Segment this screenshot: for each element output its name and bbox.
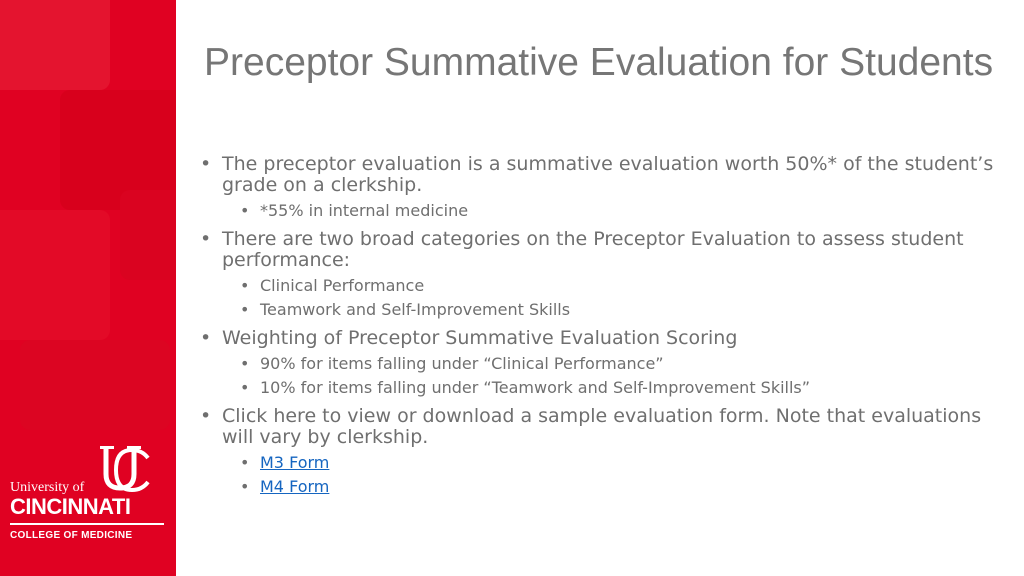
bullet-dot-icon: •	[240, 378, 250, 397]
bullet-text: The preceptor evaluation is a summative evaluation worth 50%* of the student’s grade on a clerkship.	[222, 153, 994, 196]
university-logo	[10, 444, 170, 541]
decorative-shape	[0, 210, 110, 340]
bullet-dot-icon: •	[200, 327, 212, 349]
logo-divider	[10, 523, 164, 525]
m3-form-link[interactable]: M3 Form	[260, 453, 330, 472]
sub-bullet-text: 10% for items falling under “Teamwork and Self-Improvement Skills”	[260, 378, 811, 397]
bullet-item	[200, 154, 1000, 196]
bullet-text: There are two broad categories on the Preceptor Evaluation to assess student performance:	[222, 228, 964, 271]
sub-bullet-item	[240, 201, 1000, 221]
sub-bullet-item	[240, 276, 1000, 296]
slide-title: Preceptor Summative Evaluation for Students	[204, 41, 994, 84]
uc-monogram-icon	[96, 444, 152, 496]
bullet-item	[200, 229, 1000, 271]
bullet-dot-icon: •	[200, 228, 212, 250]
decorative-shape	[20, 340, 170, 430]
logo-college-of-medicine: COLLEGE OF MEDICINE	[10, 530, 133, 541]
sub-bullet-text: Teamwork and Self-Improvement Skills	[260, 300, 571, 319]
sidebar-panel	[0, 0, 176, 576]
bullet-text: Weighting of Preceptor Summative Evaluation Scoring	[222, 327, 738, 349]
sub-bullet-item	[240, 378, 1000, 398]
bullet-dot-icon: •	[200, 153, 212, 175]
bullet-item	[200, 328, 1000, 349]
sub-bullet-item	[240, 477, 1000, 497]
sub-bullet-item	[240, 453, 1000, 473]
sub-bullet-text: Clinical Performance	[260, 276, 425, 295]
bullet-dot-icon: •	[240, 453, 250, 472]
bullet-dot-icon: •	[240, 477, 250, 496]
logo-university-of: University of	[10, 480, 85, 495]
bullet-dot-icon: •	[240, 276, 250, 295]
sub-bullet-text: 90% for items falling under “Clinical Performance”	[260, 354, 664, 373]
decorative-shape	[0, 0, 110, 90]
sub-bullet-item	[240, 300, 1000, 320]
decorative-shape	[120, 190, 176, 280]
bullet-item	[200, 406, 1000, 448]
sub-bullet-text: *55% in internal medicine	[260, 201, 469, 220]
slide-body	[200, 154, 1000, 501]
bullet-dot-icon: •	[240, 354, 250, 373]
bullet-text: Click here to view or download a sample evaluation form. Note that evaluations will vary by clerkship.	[222, 405, 982, 448]
bullet-dot-icon: •	[240, 201, 250, 220]
bullet-dot-icon: •	[200, 405, 212, 427]
logo-cincinnati: CINCINNATI	[10, 494, 131, 519]
sub-bullet-item	[240, 354, 1000, 374]
bullet-dot-icon: •	[240, 300, 250, 319]
m4-form-link[interactable]: M4 Form	[260, 477, 330, 496]
